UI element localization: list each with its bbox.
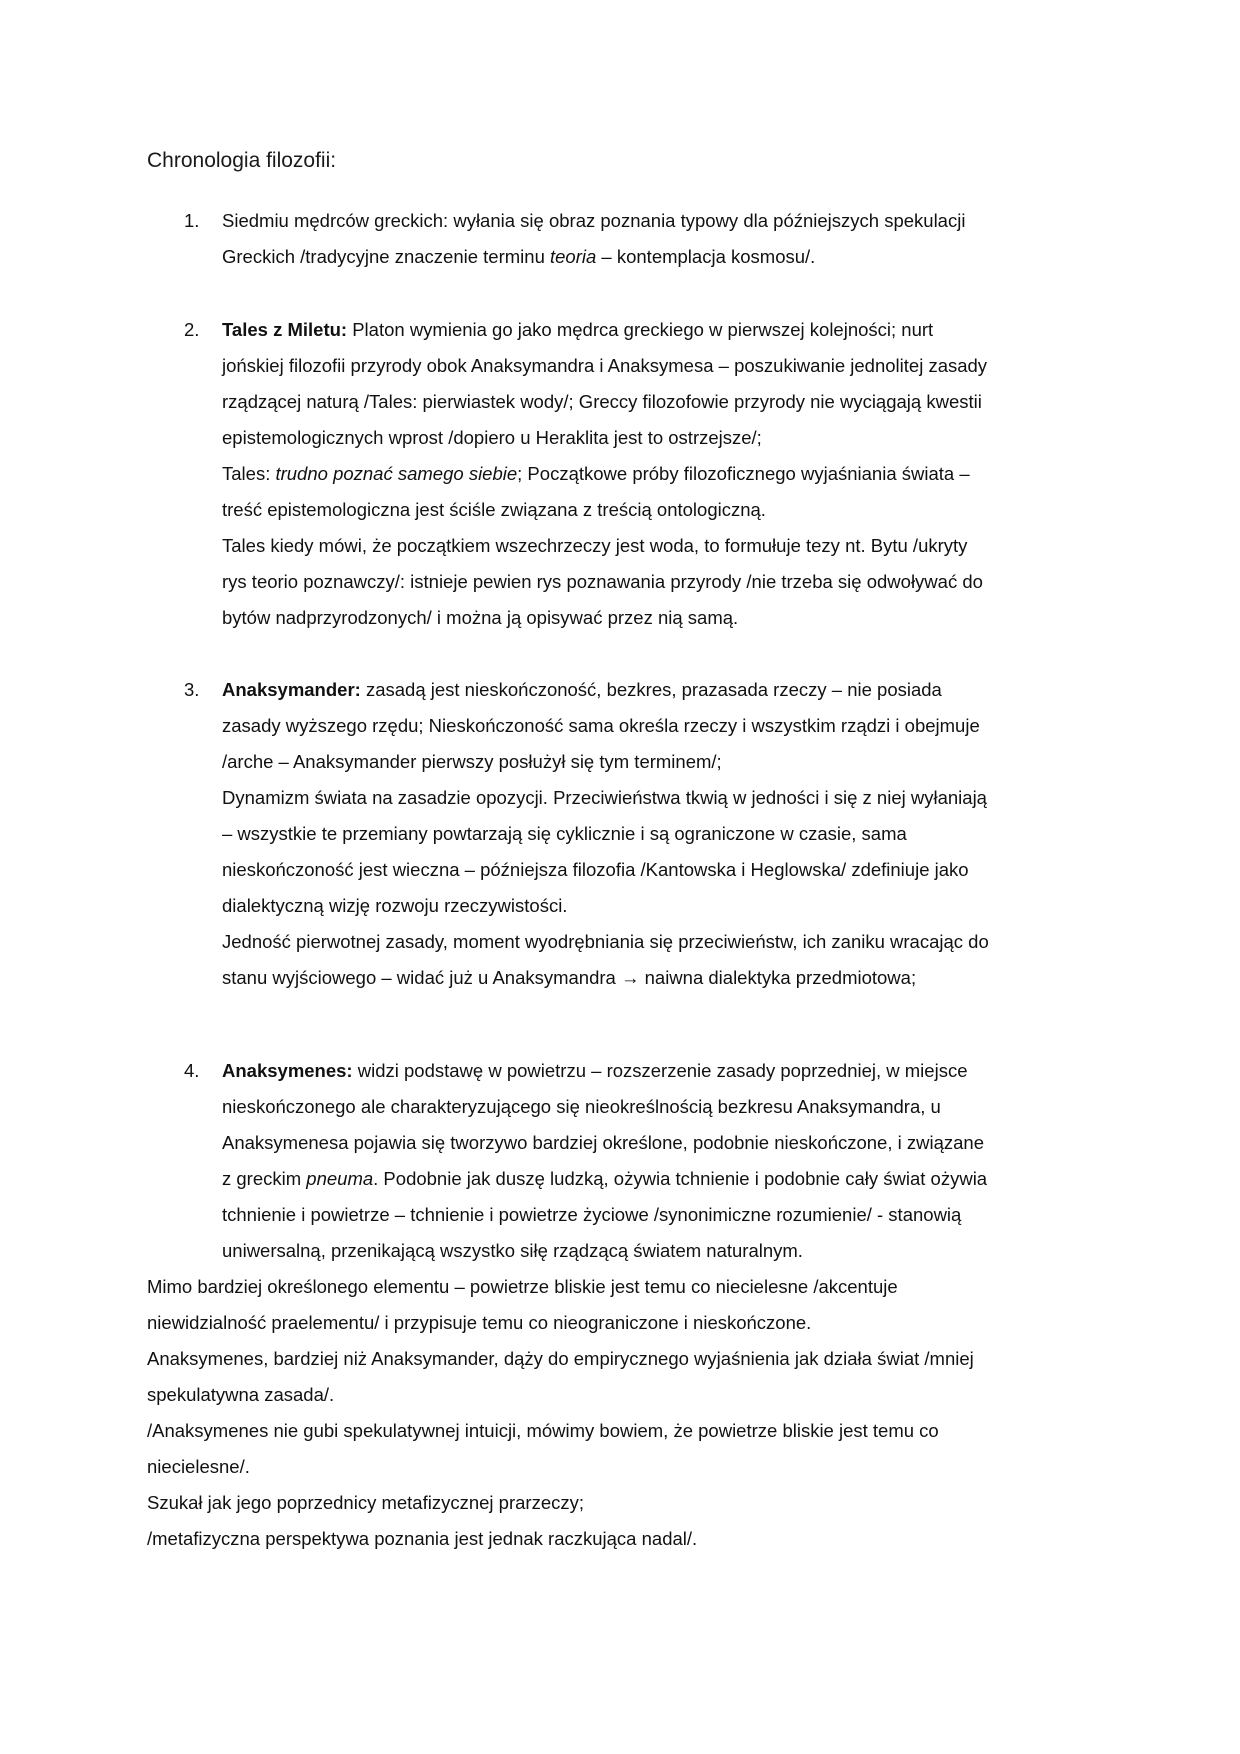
- text-run: bytów nadprzyrodzonych/ i można ją opisywać przez nią samą.: [222, 607, 739, 628]
- italic-term: teoria: [550, 246, 597, 267]
- text-run: nieskończoność jest wieczna – późniejsza filozofia /Kantowska i Heglowska/ zdefiniuje jako: [222, 859, 969, 880]
- text-run: Dynamizm świata na zasadzie opozycji. Przeciwieństwa tkwią w jedności i się z niej wyłaniają: [222, 787, 987, 808]
- text-line: [222, 1197, 1102, 1233]
- text-run: Tales:: [222, 463, 276, 484]
- text-run: treść epistemologiczna jest ściśle związana z treścią ontologiczną.: [222, 499, 766, 520]
- text-run: Mimo bardziej określonego elementu – powietrze bliskie jest temu co niecielesne /akcentuje: [147, 1276, 898, 1297]
- text-run: dialektyczną wizję rozwoju rzeczywistości.: [222, 895, 568, 916]
- text-line: [147, 1341, 1107, 1377]
- text-run: zasady wyższego rzędu; Nieskończoność sama określa rzeczy i wszystkim rządzi i obejmuje: [222, 715, 980, 736]
- text-line: [222, 816, 1102, 852]
- text-line: [222, 239, 1102, 275]
- text-line: [222, 852, 1102, 888]
- list-item-number: 2.: [184, 319, 200, 340]
- italic-term: trudno poznać samego siebie: [275, 463, 518, 484]
- text-line: [222, 420, 1102, 456]
- text-line: [222, 960, 1102, 996]
- text-line: [222, 744, 1102, 780]
- closing-paragraphs: [147, 1269, 1107, 1557]
- text-line: [147, 1377, 1107, 1413]
- text-line: [222, 312, 1102, 348]
- text-run: Platon wymienia go jako mędrca greckiego w pierwszej kolejności; nurt: [347, 319, 934, 340]
- text-line: [222, 888, 1102, 924]
- text-run: spekulatywna zasada/.: [147, 1384, 335, 1405]
- text-run: Jedność pierwotnej zasady, moment wyodrębniania się przeciwieństw, ich zaniku wracając do: [222, 931, 989, 952]
- text-run: rys teorio poznawczy/: istnieje pewien rys poznawania przyrody /nie trzeba się odwoływać do: [222, 571, 983, 592]
- bold-term: Tales z Miletu:: [222, 319, 348, 340]
- text-run: rządzącej naturą /Tales: pierwiastek wody/; Greccy filozofowie przyrody nie wyciągają kwestii: [222, 391, 982, 412]
- text-line: [147, 1305, 1107, 1341]
- text-run: Tales kiedy mówi, że początkiem wszechrzeczy jest woda, to formułuje tezy nt. Bytu /ukryty: [222, 535, 968, 556]
- text-line: [147, 1269, 1107, 1305]
- text-line: [222, 564, 1102, 600]
- text-line: [222, 1125, 1102, 1161]
- text-line: [222, 672, 1102, 708]
- text-run: ; Początkowe próby filozoficznego wyjaśniania świata –: [517, 463, 970, 484]
- text-line: [222, 1233, 1102, 1269]
- text-run: /metafizyczna perspektywa poznania jest jednak raczkująca nadal/.: [147, 1528, 698, 1549]
- text-line: [222, 780, 1102, 816]
- list-item-text: [222, 312, 1102, 636]
- bold-term: Anaksymenes:: [222, 1060, 353, 1081]
- text-run: Anaksymenesa pojawia się tworzywo bardziej określone, podobnie nieskończone, i związane: [222, 1132, 985, 1153]
- text-run: /Anaksymenes nie gubi spekulatywnej intuicji, mówimy bowiem, że powietrze bliskie jest temu co: [147, 1420, 939, 1441]
- text-run: stanu wyjściowego – widać już u Anaksymandra → naiwna dialektyka przedmiotowa;: [222, 967, 917, 988]
- text-line: [222, 1161, 1102, 1197]
- text-run: widzi podstawę w powietrzu – rozszerzenie zasady poprzedniej, w miejsce: [352, 1060, 968, 1081]
- text-run: zasadą jest nieskończoność, bezkres, prazasada rzeczy – nie posiada: [360, 679, 942, 700]
- text-line: [147, 1521, 1107, 1557]
- text-line: [222, 348, 1102, 384]
- text-run: /arche – Anaksymander pierwszy posłużył się tym terminem/;: [222, 751, 722, 772]
- text-line: [222, 203, 1102, 239]
- text-run: – kontemplacja kosmosu/.: [596, 246, 816, 267]
- text-run: . Podobnie jak duszę ludzką, ożywia tchnienie i podobnie cały świat ożywia: [373, 1168, 988, 1189]
- list-item-text: [222, 203, 1102, 275]
- text-run: Siedmiu mędrców greckich: wyłania się obraz poznania typowy dla późniejszych spekulacji: [222, 210, 966, 231]
- text-run: jońskiej filozofii przyrody obok Anaksymandra i Anaksymesa – poszukiwanie jednolitej zasady: [222, 355, 988, 376]
- text-line: [222, 528, 1102, 564]
- text-line: [147, 1485, 1107, 1521]
- text-run: Greckich /tradycyjne znaczenie terminu: [222, 246, 550, 267]
- list-item-number: 4.: [184, 1060, 200, 1081]
- list-item-text: [222, 672, 1102, 996]
- list-item-number: 3.: [184, 679, 200, 700]
- italic-term: pneuma: [306, 1168, 374, 1189]
- text-line: [222, 708, 1102, 744]
- text-line: [222, 924, 1102, 960]
- text-line: [222, 492, 1102, 528]
- text-run: niecielesne/.: [147, 1456, 250, 1477]
- text-run: nieskończonego ale charakteryzującego się nieokreślnością bezkresu Anaksymandra, u: [222, 1096, 941, 1117]
- text-run: uniwersalną, przenikającą wszystko siłę rządzącą światem naturalnym.: [222, 1240, 803, 1261]
- list-item-text: [222, 1053, 1102, 1269]
- text-line: [147, 1413, 1107, 1449]
- text-line: [222, 1053, 1102, 1089]
- text-run: Szukał jak jego poprzednicy metafizycznej prarzeczy;: [147, 1492, 584, 1513]
- text-line: [222, 600, 1102, 636]
- list-item-number: 1.: [184, 210, 200, 231]
- text-line: [147, 1449, 1107, 1485]
- bold-term: Anaksymander:: [222, 679, 361, 700]
- text-run: tchnienie i powietrze – tchnienie i powietrze życiowe /synonimiczne rozumienie/ - stanowią: [222, 1204, 962, 1225]
- text-run: niewidzialność praelementu/ i przypisuje temu co nieograniczone i nieskończone.: [147, 1312, 812, 1333]
- text-run: Anaksymenes, bardziej niż Anaksymander, dąży do empirycznego wyjaśnienia jak działa świat /mniej: [147, 1348, 974, 1369]
- text-run: epistemologicznych wprost /dopiero u Heraklita jest to ostrzejsze/;: [222, 427, 762, 448]
- document-title: Chronologia filozofii:: [147, 149, 337, 172]
- text-run: z greckim: [222, 1168, 307, 1189]
- text-line: [222, 384, 1102, 420]
- text-line: [222, 1089, 1102, 1125]
- text-line: [222, 456, 1102, 492]
- text-run: – wszystkie te przemiany powtarzają się cyklicznie i są ograniczone w czasie, sama: [222, 823, 907, 844]
